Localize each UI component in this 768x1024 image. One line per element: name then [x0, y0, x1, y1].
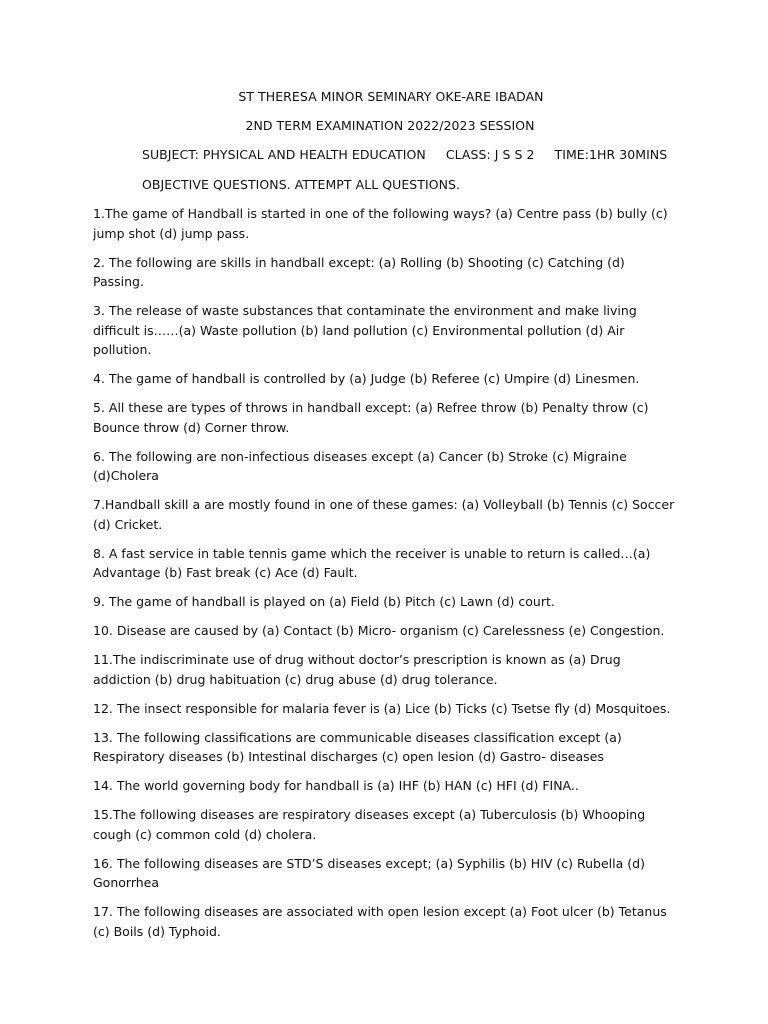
question-5: 5. All these are types of throws in handball except: (a) Refree throw (b) Penalty throw (c) Bounce throw (d) Corner throw. — [93, 400, 649, 435]
question-list — [93, 204, 678, 951]
subject-label: SUBJECT: PHYSICAL AND HEALTH EDUCATION — [142, 147, 426, 162]
class-label: CLASS: J S S 2 — [445, 147, 535, 162]
question-14: 14. The world governing body for handball is (a) IHF (b) HAN (c) HFI (d) FINA.. — [93, 778, 579, 793]
question-2: 2. The following are skills in handball except: (a) Rolling (b) Shooting (c) Catching (d) Passing. — [93, 254, 625, 289]
question-8: 8. A fast service in table tennis game which the receiver is unable to return is called…(a) Advantage (b) Fast break (c) Ace (d) Fault. — [93, 545, 651, 580]
question-11: 11.The indiscriminate use of drug without doctor’s prescription is known as (a) Drug addiction (b) drug habituation (c) drug abuse (d) drug tolerance. — [93, 652, 621, 687]
question-10: 10. Disease are caused by (a) Contact (b) Micro- organism (c) Carelessness (e) Congestion. — [93, 623, 665, 638]
question-3: 3. The release of waste substances that contaminate the environment and make living difficult is……(a) Waste pollution (b) land pollution (c) Environmental pollution (d) Air pollution. — [93, 303, 637, 357]
question-4: 4. The game of handball is controlled by (a) Judge (b) Referee (c) Umpire (d) Linesmen. — [93, 371, 640, 386]
question-17: 17. The following diseases are associated with open lesion except (a) Foot ulcer (b) Tetanus (c) Boils (d) Typhoid. — [93, 904, 667, 939]
question-13: 13. The following classifications are communicable diseases classification except (a) Respiratory diseases (b) Intestinal discharges (c) open lesion (d) Gastro- diseases — [93, 729, 622, 764]
question-12: 12. The insect responsible for malaria fever is (a) Lice (b) Ticks (c) Tsetse fly (d) Mosquitoes. — [93, 700, 671, 716]
question-6: 6. The following are non-infectious diseases except (a) Cancer (b) Stroke (c) Migraine (d)Cholera — [93, 448, 627, 483]
time-label: TIME:1HR 30MINS — [554, 147, 668, 162]
exam-title: 2ND TERM EXAMINATION 2022/2023 SESSION — [245, 118, 535, 133]
question-9: 9. The game of handball is played on (a) Field (b) Pitch (c) Lawn (d) court. — [93, 594, 555, 609]
school-name: ST THERESA MINOR SEMINARY OKE-ARE IBADAN — [238, 89, 544, 104]
question-7: 7.Handball skill a are mostly found in one of these games: (a) Volleyball (b) Tennis (c) Soccer (d) Cricket. — [93, 497, 675, 532]
instructions: OBJECTIVE QUESTIONS. ATTEMPT ALL QUESTIONS. — [142, 177, 460, 192]
exam-info-line — [142, 147, 667, 163]
question-1: 1.The game of Handball is started in one of the following ways? (a) Centre pass (b) bully (c) jump shot (d) jump pass. — [93, 206, 668, 241]
question-15: 15.The following diseases are respiratory diseases except (a) Tuberculosis (b) Whooping cough (c) common cold (d) cholera. — [93, 807, 646, 842]
question-16: 16. The following diseases are STD’S diseases except; (a) Syphilis (b) HIV (c) Rubella (d) Gonorrhea — [93, 855, 645, 890]
